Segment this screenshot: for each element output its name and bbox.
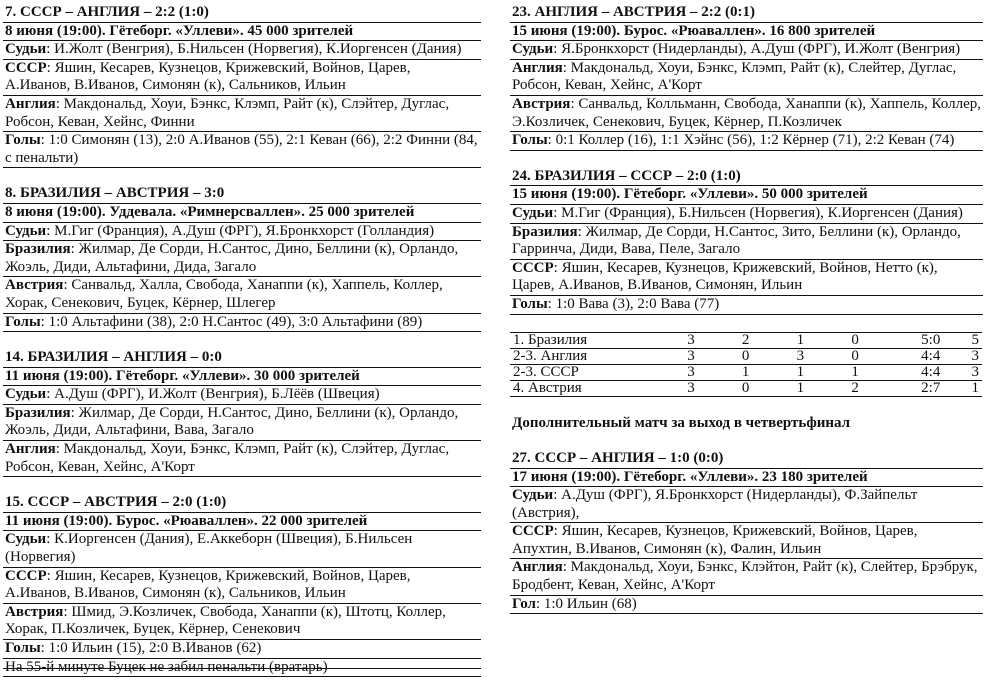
match-date-venue: 8 июня (19:00). Уддевала. «Римнерсваллен». 25 000 зрителей bbox=[3, 204, 481, 223]
match-info-row bbox=[3, 604, 481, 640]
row-key: Голы bbox=[5, 132, 41, 149]
standings-row bbox=[510, 332, 982, 348]
row-text: : Яшин, Кесарев, Кузнецов, Крижевский, Войнов, Нетто (к), Царев, А.Иванов, В.Иванов, Симонян, Ильин bbox=[512, 259, 938, 294]
match-info-row bbox=[3, 405, 481, 441]
standings-cell: 1 bbox=[807, 364, 862, 380]
match-date-venue: 15 июня (19:00). Гётеборг. «Уллеви». 50 000 зрителей bbox=[510, 186, 983, 205]
match-date-venue: 17 июня (19:00). Гётеборг. «Уллеви». 23 180 зрителей bbox=[510, 469, 983, 488]
match-info-row bbox=[3, 60, 481, 96]
match-date-venue: 15 июня (19:00). Бурос. «Рюаваллен». 16 800 зрителей bbox=[510, 23, 983, 42]
match-info-row bbox=[3, 531, 481, 567]
row-text: : 1:0 Ильин (15), 2:0 В.Иванов (62) bbox=[40, 640, 262, 656]
match-block bbox=[3, 349, 481, 477]
match-title: 14. БРАЗИЛИЯ – АНГЛИЯ – 0:0 bbox=[3, 349, 481, 368]
standings-cell: 1. Бразилия bbox=[510, 332, 643, 348]
match-info-row bbox=[3, 41, 481, 60]
standings-cell: 4:4 bbox=[862, 348, 944, 364]
row-key: Судьи bbox=[5, 386, 47, 403]
row-key: Голы bbox=[5, 640, 41, 656]
row-key: Судьи bbox=[5, 531, 47, 548]
standings-cell: 2-3. Англия bbox=[510, 348, 643, 364]
standings-cell: 3 bbox=[643, 364, 698, 380]
row-text: : А.Душ (ФРГ), И.Жолт (Венгрия), Б.Лёёв (Швеция) bbox=[46, 386, 380, 403]
row-text: : Яшин, Кесарев, Кузнецов, Крижевский, Войнов, Царев, Апухтин, В.Иванов, Симонян (к), Фалин, Ильин bbox=[512, 523, 918, 557]
match-block bbox=[3, 4, 481, 168]
match-info-row bbox=[3, 640, 481, 659]
match-title: 7. СССР – АНГЛИЯ – 2:2 (1:0) bbox=[3, 4, 481, 23]
match-info-row bbox=[510, 487, 983, 523]
match-info-row bbox=[510, 523, 983, 559]
match-info-row bbox=[510, 260, 983, 296]
left-column bbox=[3, 4, 481, 694]
right-top-matches bbox=[510, 4, 983, 315]
row-text: : Макдональд, Хоуи, Бэнкс, Клэмп, Райт (к), Слейтер, Дуглас, Робсон, Кеван, Хейнс, А'Корт bbox=[512, 59, 957, 94]
match-note: На 55-й минуте Буцек не забил пенальти (вратарь) bbox=[3, 659, 481, 678]
row-text: : 1:0 Симонян (13), 2:0 А.Иванов (55), 2:1 Кеван (66), 2:2 Финни (84, с пенальти) bbox=[5, 132, 478, 166]
match-info-row bbox=[3, 241, 481, 277]
row-key: Судьи bbox=[5, 41, 47, 58]
match-info-row bbox=[510, 41, 983, 60]
row-key: Австрия bbox=[512, 95, 571, 112]
row-text: : Жилмар, Де Сорди, Н.Сантос, Зито, Беллини (к), Орландо, Гарринча, Диди, Вава, Пеле, Загало bbox=[512, 223, 961, 258]
match-block bbox=[510, 450, 983, 614]
match-info-row bbox=[510, 596, 983, 615]
row-key: Англия bbox=[5, 441, 56, 458]
standings-cell: 2-3. СССР bbox=[510, 364, 643, 380]
match-info-row bbox=[3, 314, 481, 333]
match-info-row bbox=[510, 132, 983, 151]
standings-cell: 1 bbox=[752, 381, 807, 397]
row-text: : 1:0 Вава (3), 2:0 Вава (77) bbox=[547, 295, 720, 312]
row-key: Гол bbox=[512, 595, 536, 612]
row-text: : К.Иоргенсен (Дания), Е.Аккеборн (Швеция), Б.Нильсен (Норвегия) bbox=[5, 531, 413, 566]
match-info-row bbox=[3, 568, 481, 604]
standings-cell: 2:7 bbox=[862, 381, 944, 397]
row-key: СССР bbox=[5, 59, 47, 76]
standings-cell: 3 bbox=[943, 364, 982, 380]
row-text: : Макдональд, Хоуи, Бэнкс, Клэмп, Райт (к), Слэйтер, Дуглас, Робсон, Кеван, Хейнс, А'Корт bbox=[5, 441, 450, 475]
row-key: СССР bbox=[5, 567, 47, 584]
match-info-row bbox=[510, 224, 983, 260]
standings-cell: 2 bbox=[807, 381, 862, 397]
row-key: СССР bbox=[512, 523, 554, 540]
row-text: : Санвальд, Колльманн, Свобода, Ханаппи (к), Хаппель, Коллер, Э.Козличек, Сенекович, Буцек, Кёрнер, П.Козличек bbox=[512, 95, 981, 130]
standings-row bbox=[510, 348, 982, 364]
row-key: Англия bbox=[5, 95, 56, 112]
match-info-row bbox=[3, 223, 481, 242]
standings-cell: 1 bbox=[698, 364, 753, 380]
row-key: Бразилия bbox=[5, 404, 71, 421]
group-standings-table bbox=[510, 332, 982, 398]
standings-cell: 5:0 bbox=[862, 332, 944, 348]
row-text: : М.Гиг (Франция), Б.Нильсен (Норвегия), К.Иоргенсен (Дания) bbox=[553, 204, 963, 221]
standings-cell: 0 bbox=[698, 348, 753, 364]
match-date-venue: 8 июня (19:00). Гётеборг. «Уллеви». 45 000 зрителей bbox=[3, 23, 481, 42]
match-info-row bbox=[510, 559, 983, 595]
standings-cell: 2 bbox=[698, 332, 753, 348]
match-date-venue: 11 июня (19:00). Гётеборг. «Уллеви». 30 000 зрителей bbox=[3, 368, 481, 387]
match-block bbox=[510, 168, 983, 315]
row-key: Судьи bbox=[512, 204, 554, 221]
row-text: : Яшин, Кесарев, Кузнецов, Крижевский, Войнов, Царев, А.Иванов, В.Иванов, Симонян (к), Сальников, Ильин bbox=[5, 567, 411, 602]
standings-cell: 4:4 bbox=[862, 364, 944, 380]
row-key: Австрия bbox=[5, 277, 64, 294]
row-text: : Яшин, Кесарев, Кузнецов, Крижевский, Войнов, Царев, А.Иванов, В.Иванов, Симонян (к), Сальников, Ильин bbox=[5, 59, 411, 94]
match-block bbox=[3, 494, 481, 677]
row-text: : Макдональд, Хоуи, Бэнкс, Клэйтон, Райт (к), Слейтер, Брэбрук, Бродбент, Кеван, Хейнс, А'Корт bbox=[512, 559, 978, 594]
row-text: : М.Гиг (Франция), А.Душ (ФРГ), Я.Бронкхорст (Голландия) bbox=[46, 222, 435, 239]
row-text: : А.Душ (ФРГ), Я.Бронкхорст (Нидерланды), Ф.Зайпельт (Австрия), bbox=[512, 487, 918, 521]
match-title: 24. БРАЗИЛИЯ – СССР – 2:0 (1:0) bbox=[510, 168, 983, 187]
standings-cell: 3 bbox=[643, 348, 698, 364]
row-key: Судьи bbox=[5, 222, 47, 239]
row-text: : Жилмар, Де Сорди, Н.Сантос, Дино, Беллини (к), Орландо, Жоэль, Диди, Альтафини, Дида, Загало bbox=[5, 241, 459, 275]
row-key: Судьи bbox=[512, 487, 554, 504]
standings-cell: 1 bbox=[752, 332, 807, 348]
row-key: Судьи bbox=[512, 41, 554, 58]
standings-cell: 0 bbox=[807, 348, 862, 364]
row-key: Голы bbox=[512, 132, 548, 149]
row-text: : И.Жолт (Венгрия), Б.Нильсен (Норвегия), К.Иоргенсен (Дания) bbox=[46, 41, 462, 58]
row-key: Бразилия bbox=[512, 223, 578, 240]
match-info-row bbox=[3, 277, 481, 313]
match-block bbox=[510, 4, 983, 151]
row-key: Австрия bbox=[5, 603, 64, 620]
row-key: Голы bbox=[512, 295, 548, 312]
row-text: : 1:0 Ильин (68) bbox=[535, 595, 637, 612]
right-column bbox=[510, 4, 983, 631]
match-info-row bbox=[510, 96, 983, 132]
standings-cell: 3 bbox=[643, 332, 698, 348]
match-info-row bbox=[3, 96, 481, 132]
standings-row bbox=[510, 364, 982, 380]
match-title: 27. СССР – АНГЛИЯ – 1:0 (0:0) bbox=[510, 450, 983, 469]
standings-cell: 3 bbox=[943, 348, 982, 364]
row-text: : Макдональд, Хоуи, Бэнкс, Клэмп, Райт (к), Слэйтер, Дуглас, Робсон, Кеван, Хейнс, Финни bbox=[5, 95, 450, 130]
standings-cell: 1 bbox=[943, 381, 982, 397]
standings-cell: 0 bbox=[698, 381, 753, 397]
match-info-row bbox=[510, 296, 983, 315]
row-key: Англия bbox=[512, 559, 563, 576]
row-text: : Шмид, Э.Козличек, Свобода, Ханаппи (к), Штотц, Коллер, Хорак, П.Козличек, Буцек, Кёрнер, Сенекович bbox=[5, 603, 446, 638]
row-text: : Я.Бронкхорст (Нидерланды), А.Душ (ФРГ), И.Жолт (Венгрия) bbox=[553, 41, 961, 58]
match-info-row bbox=[3, 386, 481, 405]
standings-cell: 1 bbox=[752, 364, 807, 380]
row-text: : Жилмар, Де Сорди, Н.Сантос, Дино, Беллини (к), Орландо, Жоэль, Диди, Альтафини, Вава, Загало bbox=[5, 404, 459, 439]
bottom-rule bbox=[3, 668, 481, 669]
match-block bbox=[3, 185, 481, 332]
match-info-row bbox=[3, 441, 481, 477]
row-text: : 0:1 Коллер (16), 1:1 Хэйнс (56), 1:2 Кёрнер (71), 2:2 Кеван (74) bbox=[547, 132, 955, 149]
standings-cell: 3 bbox=[752, 348, 807, 364]
row-key: Англия bbox=[512, 59, 563, 76]
match-info-row bbox=[510, 60, 983, 96]
standings-cell: 4. Австрия bbox=[510, 381, 643, 397]
match-info-row bbox=[510, 205, 983, 224]
extra-match-heading: Дополнительный матч за выход в четвертьфинал bbox=[512, 415, 851, 432]
standings-cell: 3 bbox=[643, 381, 698, 397]
match-title: 15. СССР – АВСТРИЯ – 2:0 (1:0) bbox=[3, 494, 481, 513]
match-date-venue: 11 июня (19:00). Бурос. «Рюаваллен». 22 000 зрителей bbox=[3, 513, 481, 532]
match-info-row bbox=[3, 132, 481, 168]
standings-cell: 5 bbox=[943, 332, 982, 348]
row-text: : 1:0 Альтафини (38), 2:0 Н.Сантос (49), 3:0 Альтафини (89) bbox=[40, 313, 423, 330]
match-title: 23. АНГЛИЯ – АВСТРИЯ – 2:2 (0:1) bbox=[510, 4, 983, 23]
row-key: Бразилия bbox=[5, 241, 71, 258]
row-key: Голы bbox=[5, 313, 41, 330]
row-key: СССР bbox=[512, 259, 554, 276]
row-text: : Санвальд, Халла, Свобода, Ханаппи (к), Хаппель, Коллер, Хорак, Сенекович, Буцек, Кёрнер, Шлегер bbox=[5, 277, 443, 311]
match-title: 8. БРАЗИЛИЯ – АВСТРИЯ – 3:0 bbox=[3, 185, 481, 204]
right-bottom-matches bbox=[510, 450, 983, 614]
standings-row bbox=[510, 381, 982, 397]
standings-cell: 0 bbox=[807, 332, 862, 348]
